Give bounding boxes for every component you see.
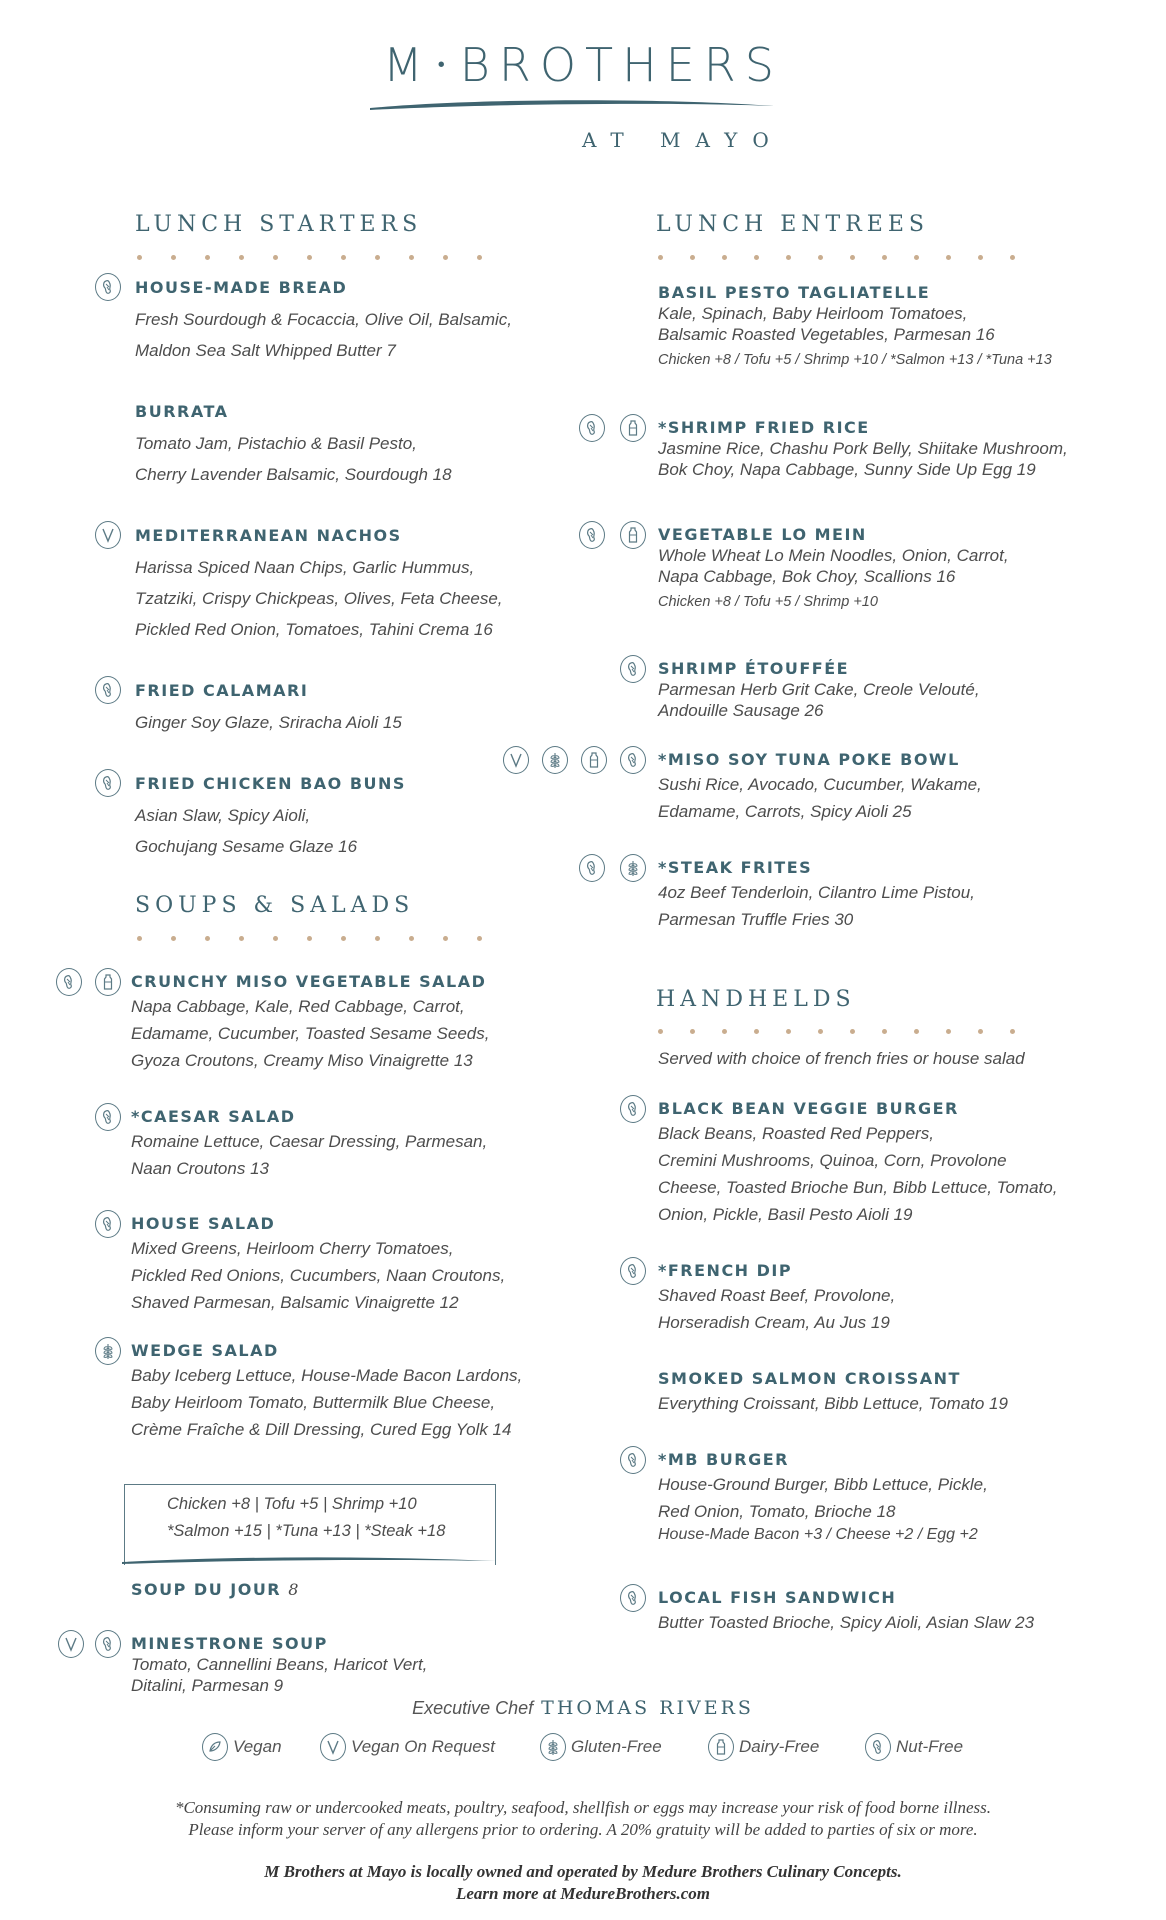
addon-box-swoosh [118,1552,500,1568]
gluten-free-icon [540,1733,566,1761]
item-name: CRUNCHY MISO VEGETABLE SALAD [131,972,487,991]
nut-free-icon [620,655,646,683]
handhelds-note: Served with choice of french fries or house salad [658,1049,1025,1068]
brand-logo [0,38,1166,92]
menu-item-caesar-salad [131,1107,487,1182]
legend-dairy-free: Dairy-Free [708,1730,819,1764]
menu-item-local-fish-sandwich [658,1588,1034,1636]
item-name: *MISO SOY TUNA POKE BOWL [658,750,960,769]
nut-free-icon [620,1095,646,1123]
item-description: Butter Toasted Brioche, Spicy Aioli, Asian Slaw 23 [658,1613,1035,1632]
gluten-free-icon [95,1337,121,1365]
section-divider [658,255,1018,261]
dairy-free-icon [620,521,646,549]
nut-free-icon [95,273,121,301]
item-description: Black Beans, Roasted Red Peppers, Cremini Mushrooms, Quinoa, Corn, Provolone Cheese, Toasted Brioche Bun, Bibb Lettuce, Tomato, Onion, Pickle, Basil Pesto Aioli 19 [658,1124,1058,1224]
dairy-free-icon [581,746,607,774]
nut-free-icon [620,1584,646,1612]
section-title-lunch-starters: LUNCH STARTERS [135,212,423,237]
item-name: *FRENCH DIP [658,1261,793,1280]
nut-free-icon [579,521,605,549]
item-description: Baby Iceberg Lettuce, House-Made Bacon Lardons, Baby Heirloom Tomato, Buttermilk Blue Cheese, Crème Fraîche & Dill Dressing, Cured Egg Yolk 14 [131,1366,523,1439]
nut-free-icon [620,746,646,774]
item-description: Tomato Jam, Pistachio & Basil Pesto, Cherry Lavender Balsamic, Sourdough 18 [135,434,452,484]
nut-free-icon [95,1103,121,1131]
brand-swoosh [362,96,782,116]
item-description: House-Ground Burger, Bibb Lettuce, Pickle, Red Onion, Tomato, Brioche 18 [658,1475,988,1521]
menu-item-steak-frites [658,858,975,933]
nut-free-icon [620,1446,646,1474]
website-note: Learn more at MedureBrothers.com [455,1884,711,1903]
menu-item-black-bean-veggie-burger [658,1099,1057,1228]
item-description: Shaved Roast Beef, Provolone, Horseradish Cream, Au Jus 19 [658,1286,896,1332]
nut-free-icon [95,1210,121,1238]
addon-line: *Salmon +15 | *Tuna +13 | *Steak +18 [167,1522,446,1540]
menu-item-burrata [135,402,452,490]
menu-item-fried-chicken-bao-buns [135,774,406,862]
menu-item-wedge-salad [131,1341,522,1443]
nut-free-icon [865,1733,891,1761]
vegan-on-request-icon [58,1630,84,1658]
gluten-free-icon [620,854,646,882]
menu-item-vegetable-lo-mein [658,525,1009,610]
menu-item-crunchy-miso-vegetable-salad [131,972,489,1074]
chef-label: Executive Chef [412,1698,534,1718]
legend-nut-free: Nut-Free [865,1730,963,1764]
menu-item-fried-calamari [135,681,402,738]
item-name: FRIED CHICKEN BAO BUNS [135,774,406,793]
nut-free-icon [620,1257,646,1285]
item-name: FRIED CALAMARI [135,681,309,700]
menu-item-shrimp-etouffee [658,659,980,721]
menu-item-house-made-bread [135,278,512,366]
allergy-disclaimer: *Consuming raw or undercooked meats, poultry, seafood, shellfish or eggs may increase your risk of food borne illness. [174,1798,992,1817]
item-name: *STEAK FRITES [658,858,813,877]
item-name: SHRIMP ÉTOUFFÉE [658,659,850,678]
dairy-free-icon [708,1733,734,1761]
menu-item-mediterranean-nachos [135,526,503,645]
executive-chef [0,1697,1166,1719]
item-description: Ginger Soy Glaze, Sriracha Aioli 15 [135,713,402,732]
menu-item-smoked-salmon-croissant [658,1369,1008,1417]
section-title-soups-salads: SOUPS & SALADS [135,893,415,918]
legend-gluten-free: Gluten-Free [540,1730,662,1764]
section-title-lunch-entrees: LUNCH ENTREES [656,212,929,237]
menu-item-shrimp-fried-rice [658,418,1068,480]
item-description: Romaine Lettuce, Caesar Dressing, Parmesan, Naan Croutons 13 [131,1132,488,1178]
dairy-free-icon [620,414,646,442]
vegan-on-request-icon [95,521,121,549]
menu-item-soup-du-jour [131,1580,298,1600]
legend-vegan: Vegan [202,1730,282,1764]
nut-free-icon [579,414,605,442]
section-divider [137,255,497,261]
item-name: BASIL PESTO TAGLIATELLE [658,283,931,302]
item-description: Tomato, Cannellini Beans, Haricot Vert, Ditalini, Parmesan 9 [131,1655,428,1695]
item-description: Everything Croissant, Bibb Lettuce, Tomato 19 [658,1394,1008,1413]
menu-item-mb-burger [658,1450,988,1544]
brand-subtitle: AT MAYO [582,128,784,152]
menu-item-french-dip [658,1261,895,1336]
item-name: SOUP DU JOUR 8 [131,1580,299,1599]
menu-item-minestrone-soup [131,1634,427,1696]
item-name: *SHRIMP FRIED RICE [658,418,870,437]
brand-dot: • [437,52,454,76]
item-description: Asian Slaw, Spicy Aioli, Gochujang Sesame Glaze 16 [135,806,358,856]
item-description: Kale, Spinach, Baby Heirloom Tomatoes, Balsamic Roasted Vegetables, Parmesan 16 [658,304,995,344]
item-name: *MB BURGER [658,1450,789,1469]
item-description: Napa Cabbage, Kale, Red Cabbage, Carrot, Edamame, Cucumber, Toasted Sesame Seeds, Gyoza Croutons, Creamy Miso Vinaigrette 13 [131,997,490,1070]
nut-free-icon [56,968,82,996]
nut-free-icon [579,854,605,882]
item-name: MEDITERRANEAN NACHOS [135,526,402,545]
item-addons: Chicken +8 / Tofu +5 / Shrimp +10 [658,594,878,610]
brand-name: BROTHERS [459,38,783,92]
item-name: *CAESAR SALAD [131,1107,296,1126]
nut-free-icon [95,769,121,797]
gluten-free-icon [542,746,568,774]
item-description: Mixed Greens, Heirloom Cherry Tomatoes, Pickled Red Onions, Cucumbers, Naan Croutons, Shaved Parmesan, Balsamic Vinaigrette 12 [131,1239,506,1312]
vegan-on-request-icon [503,746,529,774]
gratuity-disclaimer: Please inform your server of any allergens prior to ordering. A 20% gratuity will be added to parties of six or more. [188,1820,978,1839]
item-name: SMOKED SALMON CROISSANT [658,1369,961,1388]
item-name: HOUSE-MADE BREAD [135,278,348,297]
dairy-free-icon [95,968,121,996]
nut-free-icon [95,676,121,704]
item-description: Harissa Spiced Naan Chips, Garlic Hummus, Tzatziki, Crispy Chickpeas, Olives, Feta Cheese, Pickled Red Onion, Tomatoes, Tahini Crema 16 [135,558,503,639]
section-divider [658,1029,1018,1035]
item-name: LOCAL FISH SANDWICH [658,1588,897,1607]
section-divider [137,936,497,942]
item-name: WEDGE SALAD [131,1341,279,1360]
vegan-on-request-icon [320,1733,346,1761]
item-description: Whole Wheat Lo Mein Noodles, Onion, Carrot, Napa Cabbage, Bok Choy, Scallions 16 [658,546,1009,586]
item-name: BLACK BEAN VEGGIE BURGER [658,1099,959,1118]
item-description: Fresh Sourdough & Focaccia, Olive Oil, Balsamic, Maldon Sea Salt Whipped Butter 7 [135,310,512,360]
section-title-handhelds: HANDHELDS [656,987,856,1012]
item-name: BURRATA [135,402,229,421]
item-description: 4oz Beef Tenderloin, Cilantro Lime Pistou, Parmesan Truffle Fries 30 [658,883,975,929]
item-description: Jasmine Rice, Chashu Pork Belly, Shiitake Mushroom, Bok Choy, Napa Cabbage, Sunny Side Up Egg 19 [658,439,1068,479]
vegan-icon [202,1733,228,1761]
item-price: 8 [288,1580,299,1599]
item-addons: House-Made Bacon +3 / Cheese +2 / Egg +2 [658,1526,978,1543]
addon-line: Chicken +8 | Tofu +5 | Shrimp +10 [167,1495,417,1513]
ownership-note: M Brothers at Mayo is locally owned and operated by Medure Brothers Culinary Concepts. [264,1862,902,1881]
brand-initial: M [383,38,432,92]
nut-free-icon [95,1630,121,1658]
item-description: Sushi Rice, Avocado, Cucumber, Wakame, Edamame, Carrots, Spicy Aioli 25 [658,775,982,821]
menu-item-house-salad [131,1214,505,1316]
item-addons: Chicken +8 / Tofu +5 / Shrimp +10 / *Salmon +13 / *Tuna +13 [658,352,1052,368]
item-name: VEGETABLE LO MEIN [658,525,867,544]
item-name: MINESTRONE SOUP [131,1634,328,1653]
item-description: Parmesan Herb Grit Cake, Creole Velouté, Andouille Sausage 26 [658,680,980,720]
menu-item-basil-pesto-tagliatelle [658,283,1052,368]
chef-name: THOMAS RIVERS [541,1697,754,1719]
item-name: HOUSE SALAD [131,1214,276,1233]
menu-item-miso-soy-tuna-poke-bowl [658,750,982,825]
legend-vegan-on-request: Vegan On Request [320,1730,495,1764]
